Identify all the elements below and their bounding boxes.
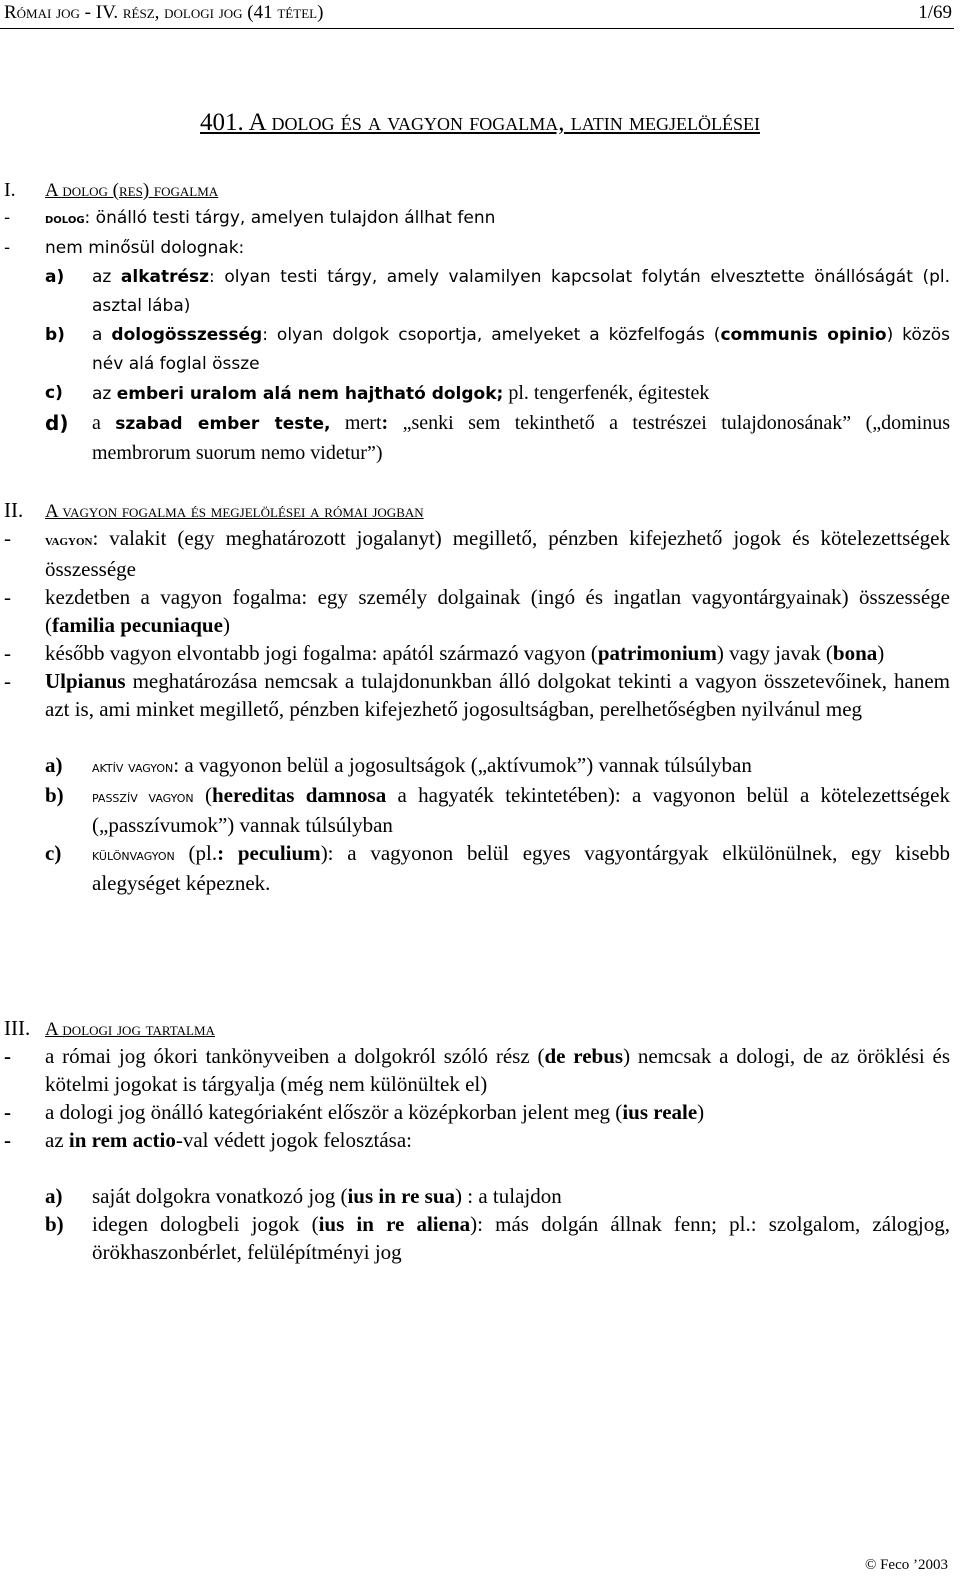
term: communis opinio <box>720 325 887 345</box>
item-marker: a) <box>45 753 63 777</box>
list-item <box>4 667 950 723</box>
list-item <box>4 639 950 667</box>
list-item <box>4 1098 950 1126</box>
text: ) <box>222 613 230 637</box>
text: : olyan dolgok csoportja, amelyeket a közfelfogás ( <box>262 325 721 345</box>
item-marker: a) <box>45 1184 63 1208</box>
sub-item-a <box>4 1182 950 1210</box>
header-rule <box>0 28 954 29</box>
section-number: I. <box>4 179 16 201</box>
sub-item-b <box>4 781 950 839</box>
term: : <box>381 412 389 434</box>
section-title: A vagyon fogalma és megjelölései a római jogban <box>45 501 424 522</box>
term: familia pecuniaque <box>52 613 223 637</box>
list-item <box>4 204 950 234</box>
text: a <box>92 325 112 345</box>
term: : peculium <box>217 841 321 865</box>
list-item <box>4 1042 950 1098</box>
text: ) nemcsak a dologi, de az öröklési és kötelmi jogokat is tárgyalja (még nem különültek el) <box>45 1044 950 1096</box>
text: : valakit (egy meghatározott jogalanyt) megillető, pénzben kifejezhető jogok és kötelezettségek összessége <box>45 526 950 581</box>
list-item <box>4 1126 950 1154</box>
text: (pl. <box>174 841 218 865</box>
sub-item-c <box>4 839 950 897</box>
term: emberi uralom alá nem hajtható dolgok; <box>116 384 504 404</box>
text: idegen dologbeli jogok ( <box>92 1212 319 1236</box>
section-3 <box>4 1014 950 1266</box>
list-item <box>4 234 950 263</box>
term: bona <box>832 641 878 665</box>
text: : önálló testi tárgy, amelyen tulajdon állhat fenn <box>84 208 496 228</box>
term: dologösszesség <box>111 325 263 345</box>
term: vagyon <box>45 533 93 549</box>
term: szabad ember teste, <box>115 414 331 434</box>
sub-item-a <box>4 751 950 781</box>
dash-marker: - <box>4 238 11 258</box>
term: különvagyon <box>92 846 175 864</box>
sub-item-a <box>4 263 950 321</box>
text: ): a vagyonon belül egyes vagyontárgyak elkülönülnek, egy kisebb alegységet képeznek. <box>92 841 951 895</box>
sub-item-b <box>4 1210 950 1266</box>
item-marker: c) <box>45 841 62 865</box>
sub-item-c <box>4 379 950 409</box>
dash-marker: - <box>4 208 11 228</box>
sub-item-d <box>4 409 950 468</box>
term: ius in re sua <box>347 1184 456 1208</box>
text: a <box>92 412 116 434</box>
text: az <box>92 384 117 404</box>
section-title: A dolog (res) fogalma <box>45 180 219 201</box>
section-3-heading <box>4 1014 950 1042</box>
text: ): más dolgán állnak fenn; pl.: szolgalom, zálogjog, örökhaszonbérlet, felülépítményi jog <box>92 1212 950 1264</box>
term: alkatrész <box>120 267 210 287</box>
section-title: A dologi jog tartalma <box>45 1019 215 1040</box>
text: ) <box>697 1100 705 1124</box>
text: a hagyaték tekintetében): a vagyonon belül a kötelezettségek („passzívumok”) vannak túlsúlyban <box>92 783 950 837</box>
term: dolog <box>45 211 85 227</box>
item-marker: c) <box>45 383 63 403</box>
text: : a vagyonon belül a jogosultságok („aktívumok”) vannak túlsúlyban <box>173 753 752 777</box>
text: ) közös név alá foglal össze <box>92 325 950 374</box>
term: de rebus <box>544 1044 624 1068</box>
term: passzív vagyon <box>92 788 194 806</box>
page-footer: © Feco ’2003 <box>864 1557 948 1573</box>
section-number: II. <box>4 498 24 522</box>
text: ) <box>877 641 885 665</box>
text: meghatározása nemcsak a tulajdonunkban álló dolgokat tekinti a vagyon összetevőinek, hanem azt is, ami minket megillető, pénzben kifejezhető jogosultságban, perelhetőségben nyilvánul meg <box>45 669 950 721</box>
item-marker: d) <box>45 411 69 435</box>
text: nem minősül dolognak: <box>45 238 245 258</box>
text: az <box>92 267 121 287</box>
text: -val védett jogok felosztása: <box>175 1128 412 1152</box>
page-number: 1/69 <box>918 2 952 23</box>
list-item <box>4 583 950 639</box>
text: később vagyon elvontabb jogi fogalma: apától származó vagyon ( <box>45 641 598 665</box>
section-2 <box>4 496 950 897</box>
text: a dologi jog önálló kategóriaként először a középkorban jelent meg ( <box>45 1100 623 1124</box>
document-title: 401. A dolog és a vagyon fogalma, latin megjelölései <box>200 109 760 136</box>
text: ( <box>193 783 212 807</box>
dash-marker: - <box>4 669 11 693</box>
term: Ulpianus <box>45 669 126 693</box>
list-item <box>4 524 950 583</box>
text: a római jog ókori tankönyveiben a dolgokról szóló rész ( <box>45 1044 545 1068</box>
section-2-heading <box>4 496 950 524</box>
term: ius in re aliena <box>318 1212 471 1236</box>
text: ) : a tulajdon <box>455 1184 562 1208</box>
term: in rem actio <box>68 1128 176 1152</box>
item-marker: b) <box>45 1212 64 1236</box>
dash-marker: - <box>4 1044 11 1068</box>
term: patrimonium <box>597 641 717 665</box>
header-title: Római jog - IV. rész, dologi jog (41 tétel) <box>4 2 324 23</box>
dash-marker: - <box>4 641 11 665</box>
dash-marker: - <box>4 1100 11 1124</box>
dash-marker: - <box>4 585 11 609</box>
term: aktív vagyon <box>92 758 174 776</box>
text: az <box>45 1128 69 1152</box>
sub-item-b <box>4 321 950 379</box>
dash-marker: - <box>4 1128 11 1152</box>
spacer <box>4 723 950 751</box>
page-header <box>0 0 960 28</box>
section-1-heading <box>4 176 950 204</box>
item-marker: b) <box>45 783 64 807</box>
text: „senki sem tekinthető a testrészei tulajdonosának” („dominus membrorum suorum nemo videtur”) <box>92 412 951 464</box>
term: ius reale <box>622 1100 698 1124</box>
text: kezdetben a vagyon fogalma: egy személy dolgainak (ingó és ingatlan vagyontárgyainak) összessége ( <box>45 585 950 637</box>
text: : olyan testi tárgy, amely valamilyen kapcsolat folytán elvesztette önállóságát (pl. asztal lába) <box>92 267 950 316</box>
term: hereditas damnosa <box>211 783 387 807</box>
section-1 <box>4 176 950 468</box>
item-marker: b) <box>45 325 65 345</box>
spacer <box>4 1154 950 1182</box>
dash-marker: - <box>4 526 11 550</box>
text: mert <box>330 412 382 434</box>
text: pl. tengerfenék, égitestek <box>503 382 710 404</box>
item-marker: a) <box>45 267 65 287</box>
text: saját dolgokra vonatkozó jog ( <box>92 1184 348 1208</box>
section-number: III. <box>4 1016 31 1040</box>
text: ) vagy javak ( <box>716 641 833 665</box>
